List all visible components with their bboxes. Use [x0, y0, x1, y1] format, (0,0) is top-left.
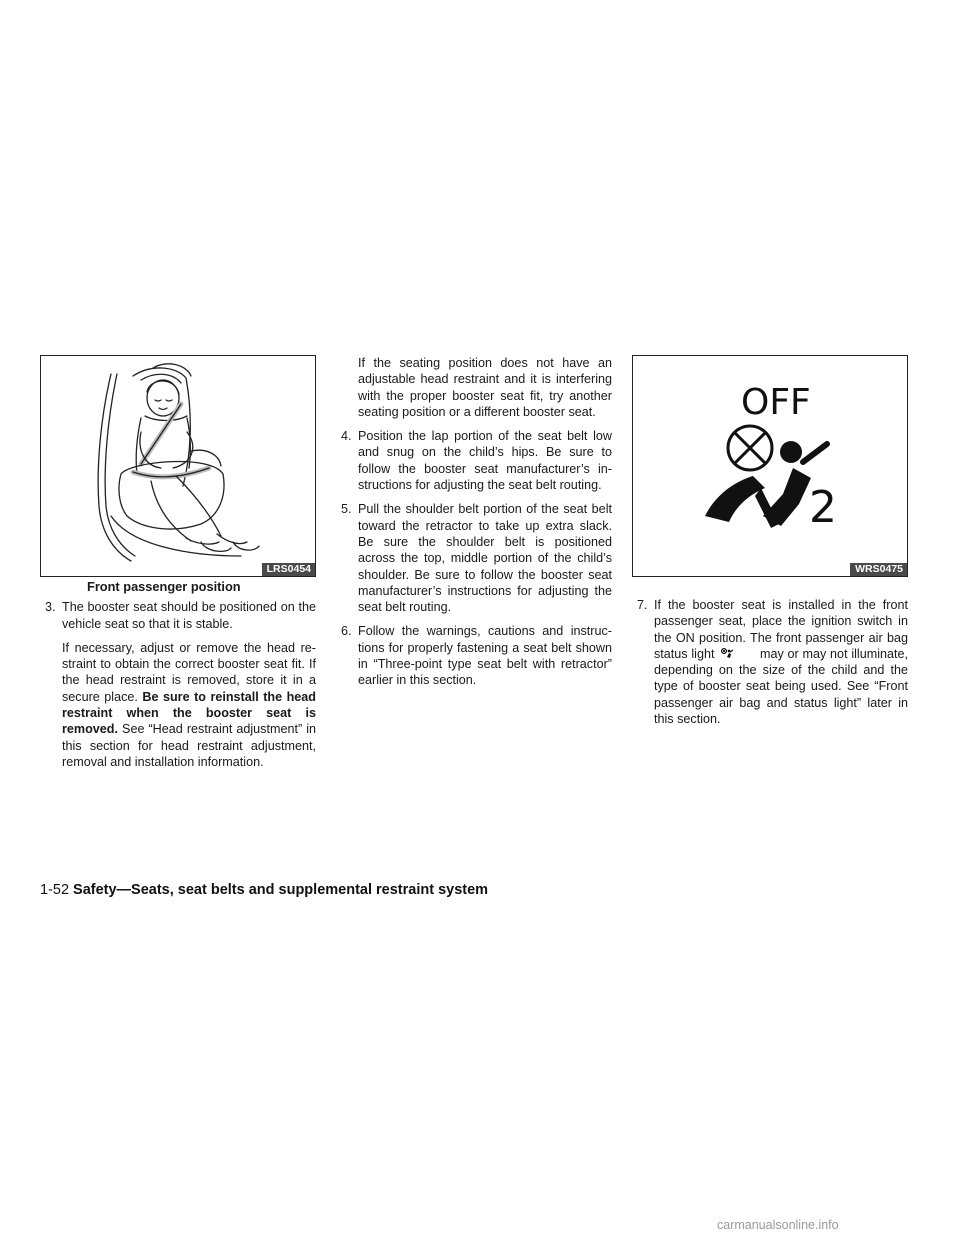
item-number: 6.: [341, 624, 352, 639]
paragraph-text: If necessary, adjust or remove the head re-straint to obtain the correct booster seat fit. If the head restraint is removed, store it in a secure place.: [62, 640, 316, 704]
item-number: 3.: [45, 600, 56, 615]
item-text: The booster seat should be positioned on the vehicle seat so that it is stable.: [62, 600, 316, 631]
item-3-continuation: [40, 640, 316, 770]
section-title: Safety—Seats, seat belts and supplemental restraint system: [73, 882, 489, 898]
seat-number-text: 2: [809, 482, 837, 533]
list-item-4: [336, 428, 612, 493]
right-column: [632, 355, 908, 735]
booster-seat-illustration: [40, 355, 316, 577]
list-item-6: [336, 623, 612, 688]
child-in-booster-seat-drawing: [41, 356, 314, 575]
item-text: Pull the shoulder belt portion of the seat belt toward the retractor to take up extra slack. Be sure the shoulder belt is positioned across the top, middle portion of the child’s shoulder. Be sure to follow the booster seat manufacturer’s instructions for adjusting the seat belt routing.: [358, 502, 612, 615]
list-item-3: [40, 599, 316, 632]
item-text-a: If the booster seat is installed in the front passenger seat, place the ignition switch in the ON position. The front passenger air bag status light: [654, 598, 908, 661]
figure-label-wrs0475: WRS0475: [850, 563, 907, 576]
figure-label-lrs0454: LRS0454: [262, 563, 315, 576]
passenger-airbag-status-icon: [720, 647, 734, 659]
figure-caption: Front passenger position: [87, 579, 241, 594]
airbag-off-icon: [633, 356, 906, 575]
item-continuation: If the seating position does not have an adjustable head restraint and it is interfering with the proper booster seat fit, try another seating position or a different booster seat.: [358, 356, 612, 419]
page-number: 1-52: [40, 882, 70, 898]
item-number: 4.: [341, 429, 352, 444]
off-text: OFF: [741, 382, 811, 423]
item-text-b: may or may not illuminate, depending on the size of the child and the type of booster seat being used. See “Front passenger air bag and status light” later in this section.: [654, 646, 909, 727]
item-text: Position the lap portion of the seat belt low and snug on the child’s hips. Be sure to follow the booster seat manufacturer’s in-structions for adjusting the seat belt routing.: [358, 429, 612, 493]
item-number: 5.: [341, 502, 352, 517]
paragraph-text-tail: See “Head restraint adjustment” in this section for head restraint adjustment, removal and installation information.: [62, 722, 316, 769]
left-column: [40, 355, 316, 778]
page-footer: [40, 882, 488, 898]
middle-column: [336, 355, 612, 697]
item-text: Follow the warnings, cautions and instruc-tions for properly fastening a seat belt shown in “Three-point type seat belt with retractor” earlier in this section.: [358, 624, 612, 688]
item-number: 7.: [637, 598, 648, 612]
airbag-off-indicator-figure: [632, 355, 908, 577]
watermark: carmanualsonline.info: [717, 1218, 839, 1232]
bold-warning-text: Be sure to reinstall the head restraint when the booster seat is removed.: [62, 689, 316, 737]
list-item-7: [632, 597, 908, 727]
list-item-5: [336, 501, 612, 615]
